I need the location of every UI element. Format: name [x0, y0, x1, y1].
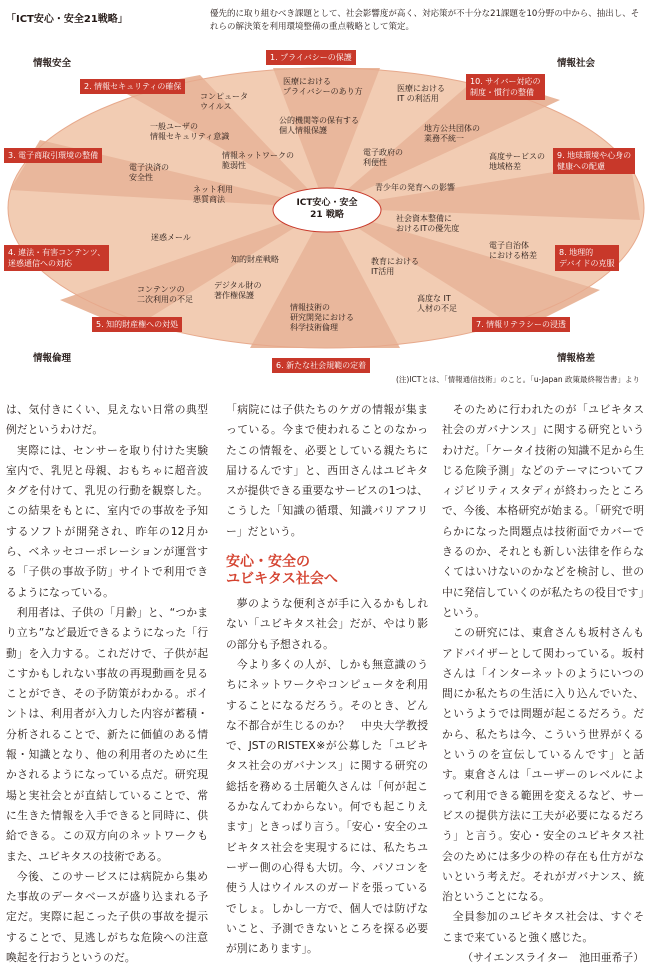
paragraph: は、気付きにくい、見えない日常の典型例だというわけだ。 — [6, 403, 208, 437]
center-label-text: ICT安心・安全 21 戦略 — [296, 198, 358, 220]
paragraph: 全員参加のユビキタス社会は、すぐそこまで来ていると強く感じた。 — [442, 910, 644, 944]
figure-title: 「ICT安心・安全21戦略」 — [6, 14, 128, 25]
issue-malicious-commerce: ネット利用 悪質商法 — [193, 185, 233, 204]
issue-infrastructure-priority: 社会資本整備に おけるITの優先度 — [396, 214, 460, 233]
field-tag-1: 1. プライバシーの保護 — [266, 50, 356, 65]
issue-youth-development: 青少年の発育への影響 — [375, 183, 455, 192]
paragraph: そのために行われたのが「ユビキタス社会のガバナンス」に関する研究というわけだ。「ケータイ技術の知識不足から生じる危険予測」などのテーマについてフィジビリティスタディが終わったところで、今後、本格研究が始まる。「研究で明らかになった問題点は技術面でカバーできるのか、それとも新しい法律を作らなくてはいけないのかなどを検討し、世の中に発信していくのが私たちの役目です」という。 — [442, 403, 644, 619]
paragraph: この研究には、東倉さんも坂村さんもアドバイザーとして関わっている。坂村さんは「インターネットのようにいつの間にか私たちの生活に入り込んでいた、というようでは問題が起こるだろう。だから、私たちは今、こういう世界がくるというのを宣伝しているんです」と話す。東倉さんは「ユーザーのレベルによって利用できる範囲を変えるなど、サービスの提供方法に工夫が必要になるだろう」と言う。安心・安全のユビキタス社会のためには多少の枠の存在も仕方がないという考えだ。それがガバナンス、統治ということになる。 — [442, 626, 644, 904]
issue-regional-service-gap: 高度サービスの 地域格差 — [489, 152, 545, 171]
field-tag-7: 7. 情報リテラシーの浸透 — [472, 317, 570, 332]
issue-medical-privacy: 医療における プライバシーのあり方 — [283, 77, 363, 96]
corner-info-ethics: 情報倫理 — [33, 353, 72, 364]
field-tag-8: 8. 地理的 デバイドの克服 — [555, 245, 619, 271]
issue-network-vulnerability: 情報ネットワークの 脆弱性 — [222, 151, 294, 170]
article-column-2 — [226, 400, 428, 959]
field-tag-4: 4. 違法・有害コンテンツ、 迷惑通信への対応 — [4, 245, 109, 271]
paragraph: 今より多くの人が、しかも無意識のうちにネットワークやコンピュータを利用することになるだろう。そのとき、どんな不都合が生じるのか？ 中央大学教授で、JSTのRISTEX※が公募した「ユビキタス社会のガバナンス」に関する研究の総括を務める土居範久さんは「何が起こるかなんてわからない。何でも起こりえます」ときっぱり言う。「安心・安全のユビキタス社会を実現するには、私たちユーザー側の心得も大切。今、パソコンを使う人はウイルスのガードを張っているでしょ。しかし一方で、個人では防げないこと、予測できないところを探る必要が別にあります」。 — [226, 657, 428, 956]
corner-info-gap: 情報格差 — [557, 353, 596, 364]
issue-spam-mail: 迷惑メール — [151, 233, 191, 242]
paragraph: 「病院には子供たちのケガの情報が集まっている。今まで使われることのなかったこの情報を、必要としている親たちに届けるんです」と、西田さんはユビキタスが提供できる重要なサービスの1つは、こうした「知識の循環、知識バリアフリー」だという。 — [226, 403, 428, 538]
paragraph: 実際には、センサーを取り付けた実験室内で、乳児と母親、おもちゃに超音波タグを付けて、乳児の行動を観察した。この結果をもとに、室内での事故を予知するソフトが開発され、昨年の12月から、ベネッセコーポレーションが運営する「子供の事故予防」サイトで利用できるようになっている。 — [6, 443, 208, 599]
issue-ip-strategy: 知的財産戦略 — [231, 255, 279, 264]
paragraph: 夢のような便利さが手に入るかもしれない「ユビキタス社会」だが、やはり影の部分も予想される。 — [226, 597, 428, 651]
paragraph: 利用者は、子供の「月齢」と、“つかまり立ち”など最近できるようになった「行動」を入力する。これだけで、子供が起こすかもしれない事故の再現動画を見ることができ、その予防策がわかる。ポイントは、利用者が入力した内容が蓄積・分析されることで、新たに価値のある情報・知識となり、他の利用者のために生かされるようになっている点だ。研究現場と実社会とが直結していることで、常に生きた情報を入手できると同時に、供給できる。この双方向のネットワークもまた、ユビキタスの技術である。 — [6, 605, 208, 863]
corner-info-society: 情報社会 — [557, 58, 596, 69]
paragraph: 今後、このサービスには病院から集めた事故のデータベースが盛り込まれる予定だ。実際に起こった子供の事故を提示することで、見逃しがちな危険への注意喚起を行おうというのだ。 — [6, 869, 208, 965]
field-tag-5: 5. 知的財産権への対処 — [92, 317, 182, 332]
issue-local-govt-inconsistency: 地方公共団体の 業務不統一 — [424, 124, 480, 143]
issue-public-personal-info: 公的機関等の保有する 個人情報保護 — [279, 116, 359, 135]
issue-digital-copyright: デジタル財の 著作権保護 — [214, 281, 262, 300]
field-tag-9: 9. 地球環境や心身の 健康への配慮 — [553, 148, 635, 174]
byline: （サイエンスライター 池田亜希子） — [462, 951, 644, 965]
section-heading: 安心・安全の ユビキタス社会へ — [226, 554, 338, 588]
issue-research-ethics: 情報技術の 研究開発における 科学技術倫理 — [290, 303, 354, 332]
figure-note: (注)ICTとは、「情報通信技術」のこと。「u-Japan 政策最終報告書」より — [395, 375, 640, 384]
field-tag-10: 10. サイバー対応の 制度・慣行の整備 — [466, 74, 545, 100]
corner-info-safety: 情報安全 — [33, 58, 72, 69]
issue-it-talent-shortage: 高度な IT 人材の不足 — [417, 294, 457, 313]
center-label — [277, 197, 377, 221]
issue-content-reuse: コンテンツの 二次利用の不足 — [137, 285, 193, 304]
article-column-3 — [442, 400, 644, 968]
article-column-1 — [6, 400, 208, 968]
strategy-diagram — [0, 30, 650, 375]
issue-e-payment-safety: 電子決済の 安全性 — [129, 163, 169, 182]
issue-e-local-govt-gap: 電子自治体 における格差 — [489, 241, 537, 260]
issue-user-security-awareness: 一般ユーザの 情報セキュリティ意識 — [150, 122, 230, 141]
field-tag-6: 6. 新たな社会規範の定着 — [272, 358, 370, 373]
issue-medical-it-use: 医療における IT の利活用 — [397, 84, 445, 103]
issue-education-it: 教育における IT活用 — [371, 257, 419, 276]
issue-computer-virus: コンピュータ ウイルス — [200, 92, 248, 111]
field-tag-3: 3. 電子商取引環境の整備 — [4, 148, 102, 163]
figure-description: 優先的に取り組むべき課題として、社会影響度が高く、対応策が不十分な21課題を10分野の中から、抽出し、それらの解決策を利用環境整備の重点戦略として策定。 — [210, 9, 640, 32]
field-tag-2: 2. 情報セキュリティの確保 — [80, 79, 185, 94]
issue-e-government: 電子政府の 利便性 — [363, 148, 403, 167]
